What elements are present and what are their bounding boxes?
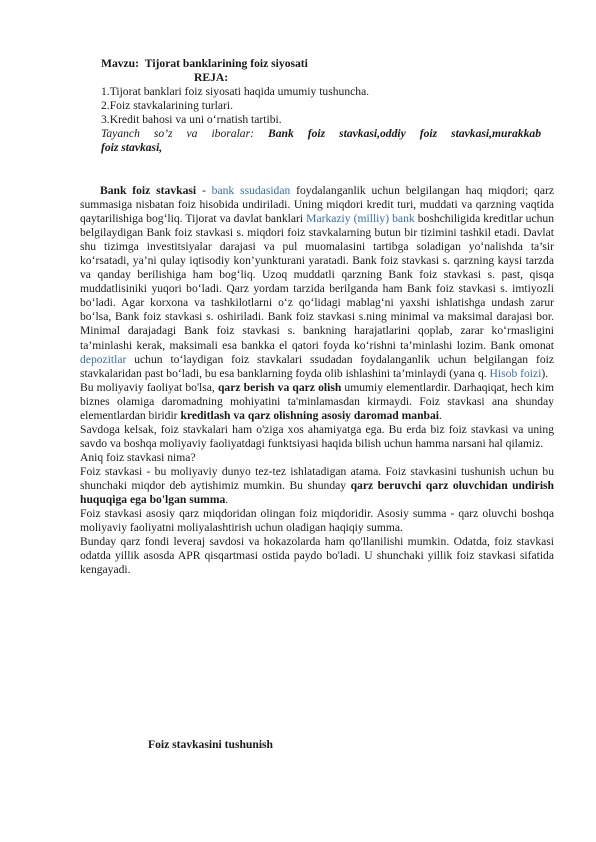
plan-item-2: 2.Foiz stavkalarining turlari. (101, 99, 234, 112)
plan-item-3: 3.Kredit bahosi va uni o‘rnatish tartibi. (101, 113, 282, 126)
bold-kreditlash: kreditlash va qarz olishning asosiy daromad manbai (180, 408, 440, 422)
paragraph-apr: Bunday qarz fondi leveraj savdosi va hokazolarda ham qo'llanilishi mumkin. Odatda, foiz stavkasi odatda yillik asosda APR qisqartmasi ostida paydo bo'ladi. U shunchaki yillik foiz stavkasi sifatida kengayadi. (80, 535, 554, 577)
link-bank-ssudasidan[interactable]: bank ssudasidan (211, 184, 291, 197)
keywords-line-2: foiz stavkasi, (101, 141, 163, 154)
paragraph-definition: Bank foiz stavkasi - bank ssudasidan foydalanganlik uchun belgilangan haq miqdori; qarz summasiga nisbatan foiz hisobida undiriladi. Uning miqdori kredit turi, muddati va qarzning vaqtida qaytarilishiga bog‘liq. Tijorat va davlat banklari Markaziy (milliy) bank boshchiligida kreditlar uchun belgilaydigan Bank foiz stavkasi s. miqdori foiz stavkalarning butun bir tizimini tashkil etadi. Davlat shu tizimga investitsiyalar darajasi va pul muomalasini tartibga soladigan yo‘nalishda ta’sir ko‘rsatadi, ya’ni qulay iqtisodiy kon’yunkturani yaratadi. Bank foiz stavkasi s. qarzning kaysi tarzda va qanday berilishiga ham bog‘liq. Uzoq muddatli qarzning Bank foiz stavkasi s. past, qisqa muddatlisiniki yuqori bo‘ladi. Qarz yordam tarzida berilganda ham Bank foiz stavkasi s. imtiyozli bo‘ladi. Agar korxona va tashkilotlarni o‘z qo‘lidagi mablag‘ni yaxshi ishlatishga undash zarur bo‘lsa, Bank foiz stavkasi s. oshiriladi. Bank foiz stavkasi s.ning minimal va maksimal darajasi bor. Minimal darajadagi Bank foiz stavkasi s. bankning harajatlarini qoplab, zarar ko‘rmasligini ta’minlashi kerak, maksimali esa bankka el qatori foyda ko‘rishni ta’minlashi lozim. Bank omonat depozitlar uchun to‘laydigan foiz stavkalari ssudadan foydalanganlik uchun belgilangan foiz stavkalaridan past bo‘ladi, bu esa banklarning foyda olib ishlashini ta’minlaydi (yana q. Hisob foizi). (80, 184, 554, 380)
keywords-terms: Bank foiz stavkasi,oddiy foiz stavkasi,murakkab (267, 127, 541, 140)
plan-item-1: 1.Tijorat banklari foiz siyosati haqida umumiy tushuncha. (101, 85, 370, 98)
paragraph-question: Aniq foiz stavkasi nima? (80, 450, 196, 464)
paragraph-definition-2: Foiz stavkasi - bu moliyaviy dunyo tez-tez ishlatadigan atama. Foiz stavkasini tushunish uchun bu shunchaki miqdor deb aytishimiz mumkin. Bu shunday qarz beruvchi qarz oluvchidan undirish huquqiga ega bo'lgan summa. (80, 464, 555, 507)
bold-summa: qarz beruvchi qarz oluvchidan undirish huquqiga ega bo'lgan summa (80, 478, 555, 507)
term-bank-foiz-stavkasi: Bank foiz stavkasi (100, 184, 197, 197)
subheading: Foiz stavkasini tushunish (148, 738, 274, 751)
paragraph-principal: Foiz stavkasi asosiy qarz miqdoridan olingan foiz miqdoridir. Asosiy summa - qarz oluvchi boshqa moliyaviy faoliyatni moliyalashtirish uchun oladigan haqiqiy summa. (80, 507, 554, 535)
link-markaziy-bank[interactable]: Markaziy (milliy) bank (306, 212, 415, 226)
link-hisob-foizi[interactable]: Hisob foizi (489, 366, 542, 380)
paragraph-trading: Savdoga kelsak, foiz stavkalari ham o'ziga xos ahamiyatga ega. Bu erda biz foiz stavkasi va uning savdo va boshqa moliyaviy faoliyatdagi funktsiyasi haqida bilish uchun hamma narsani hal qilamiz. (80, 422, 554, 450)
topic-label: Mavzu: (101, 57, 139, 70)
paragraph-elements: Bu moliyaviy faoliyat bo'lsa, qarz berish va qarz olish umumiy elementlardir. Darhaqiqat, hech kim biznes olamiga daromadning mohiyatini ta'minlamasdan kirmaydi. Foiz stavkasi ana shunday elementlardan biridir kreditlash va qarz olishning asosiy daromad manbai. (80, 380, 554, 422)
body-text (80, 184, 554, 577)
topic-title: Tijorat banklarining foiz siyosati (144, 57, 308, 70)
bold-qarz-berish: qarz berish va qarz olish (217, 380, 342, 394)
plan-label: REJA: (194, 71, 229, 84)
topic-line (101, 57, 308, 71)
keywords-line (101, 127, 541, 141)
link-depozitlar[interactable]: depozitlar (80, 352, 127, 366)
keywords-label: Tayanch so’z va iboralar: (101, 127, 254, 140)
